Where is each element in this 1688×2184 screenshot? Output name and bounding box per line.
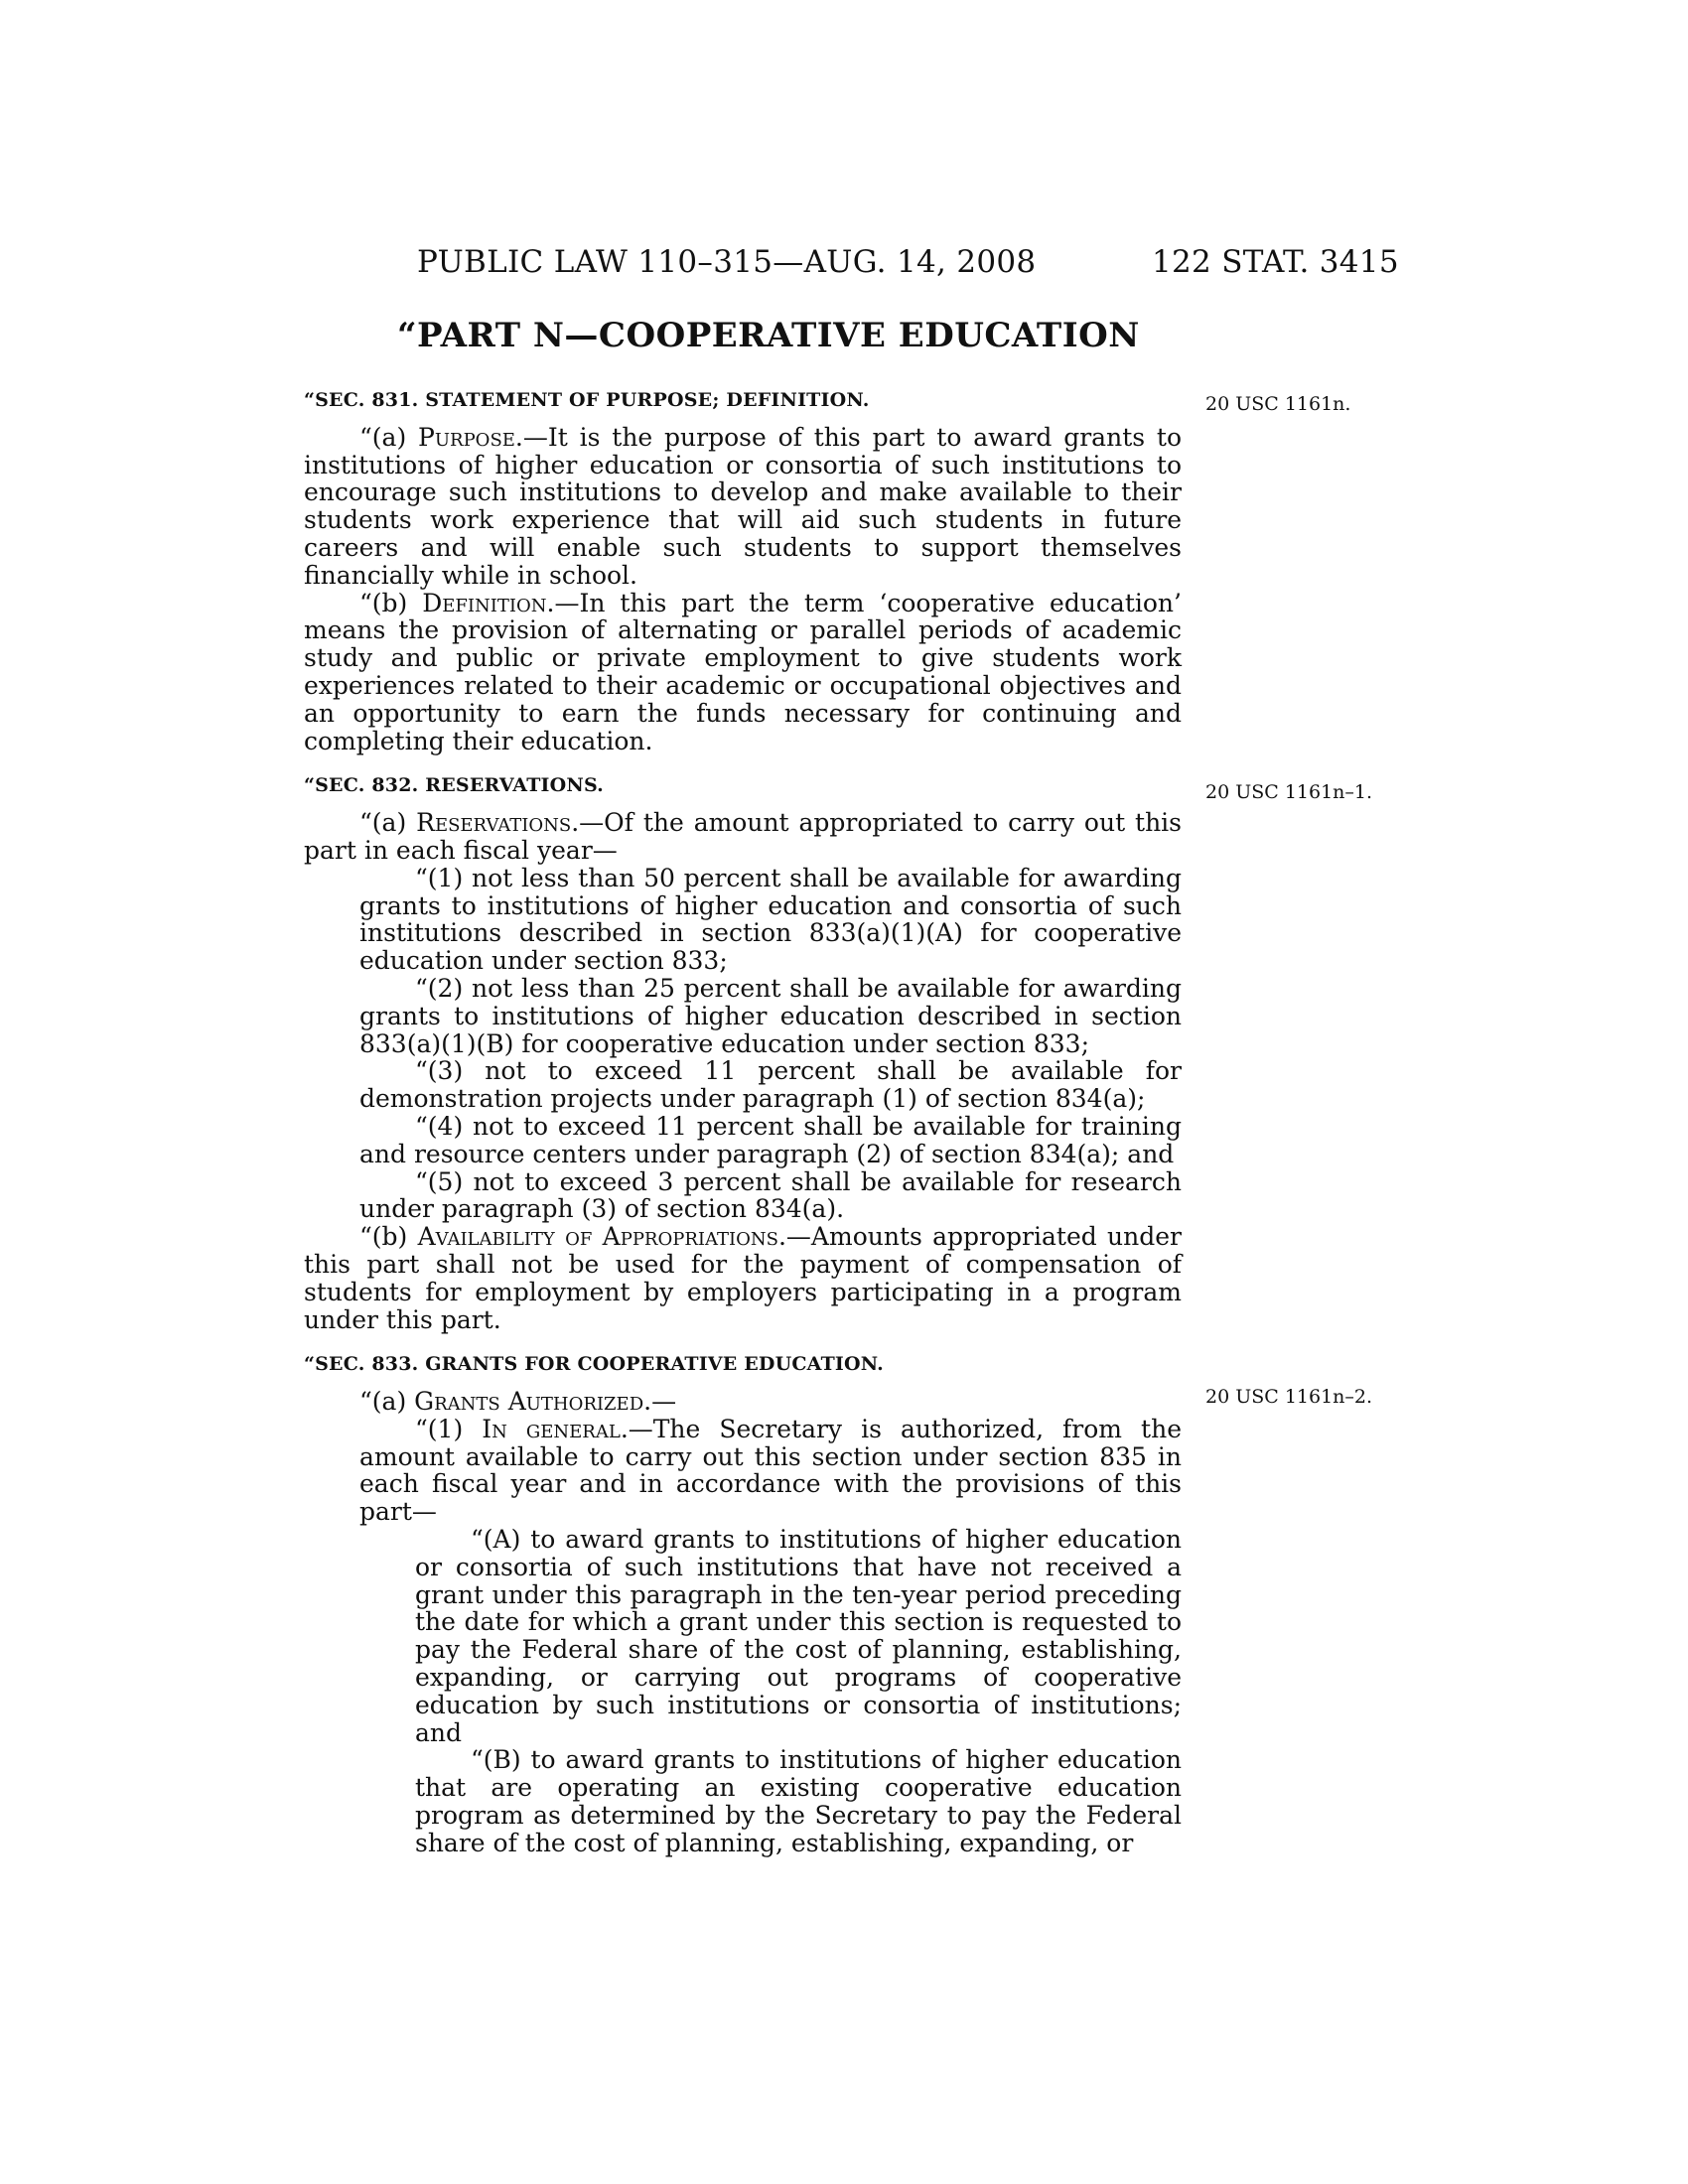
- paragraph-831-a: “(a) Purpose.—It is the purpose of this part to award grants to institutions of higher education or consortia of such institutions to encourage such institutions to develop and make available to their students work experience that will aid such students in future careers and will enable such students to support themselves financially while in school.: [304, 422, 1182, 590]
- margin-note-sec831: 20 USC 1161n.: [1205, 393, 1351, 415]
- paragraph-832-a-1: “(1) not less than 50 percent shall be available for awarding grants to institutions of higher education and consortia of such institutions described in section 833(a)(1)(A) for cooperative education under section 833;: [359, 863, 1182, 976]
- paragraph-832-a-4: “(4) not to exceed 11 percent shall be available for training and resource centers under paragraph (2) of section 834(a); and: [359, 1111, 1182, 1168]
- paragraph-833-a-1: “(1) In general.—The Secretary is authorized, from the amount available to carry out this section under section 835 in each fiscal year and in accordance with the provisions of this part—: [359, 1414, 1182, 1527]
- margin-note-sec832: 20 USC 1161n–1.: [1205, 781, 1373, 803]
- section-heading-833: “SEC. 833. GRANTS FOR COOPERATIVE EDUCATION.: [304, 1353, 884, 1376]
- section-heading-832: “SEC. 832. RESERVATIONS.: [304, 774, 604, 797]
- running-header: [0, 244, 1688, 284]
- paragraph-833-a-1-B: “(B) to award grants to institutions of higher education that are operating an existing cooperative education program as determined by the Secretary to pay the Federal share of the cost of planning, establishing, expanding, or: [415, 1745, 1182, 1857]
- paragraph-832-a-5: “(5) not to exceed 3 percent shall be available for research under paragraph (3) of section 834(a).: [359, 1166, 1182, 1224]
- law-citation: PUBLIC LAW 110–315—AUG. 14, 2008: [417, 244, 1037, 280]
- document-body: [304, 387, 1182, 1857]
- section-heading-831: “SEC. 831. STATEMENT OF PURPOSE; DEFINITION.: [304, 389, 870, 411]
- paragraph-832-a-2: “(2) not less than 25 percent shall be available for awarding grants to institutions of higher education described in section 833(a)(1)(B) for cooperative education under section 833;: [359, 973, 1182, 1058]
- paragraph-833-a: “(a) Grants Authorized.—: [359, 1387, 677, 1417]
- part-title: “PART N—COOPERATIVE EDUCATION: [397, 316, 1140, 355]
- statute-page-number: 122 STAT. 3415: [1152, 244, 1399, 280]
- paragraph-832-a: “(a) Reservations.—Of the amount appropriated to carry out this part in each fiscal year—: [304, 808, 1183, 865]
- paragraph-832-b: “(b) Availability of Appropriations.—Amounts appropriated under this part shall not be used for the payment of compensation of students for employment by employers participating in a program under this part.: [304, 1222, 1182, 1334]
- paragraph-832-a-3: “(3) not to exceed 11 percent shall be available for demonstration projects under paragraph (1) of section 834(a);: [359, 1056, 1182, 1114]
- paragraph-833-a-1-A: “(A) to award grants to institutions of higher education or consortia of such institutions that have not received a grant under this paragraph in the ten-year period preceding the date for which a grant under this section is requested to pay the Federal share of the cost of planning, establishing, expanding, or carrying out programs of cooperative education by such institutions or consortia of institutions; and: [415, 1525, 1182, 1747]
- paragraph-831-b: “(b) Definition.—In this part the term ‘cooperative education’ means the provision of alternating or parallel periods of academic study and public or private employment to give students work experiences related to their academic or occupational objectives and an opportunity to earn the funds necessary for continuing and completing their education.: [304, 588, 1182, 755]
- margin-note-sec833: 20 USC 1161n–2.: [1205, 1386, 1373, 1408]
